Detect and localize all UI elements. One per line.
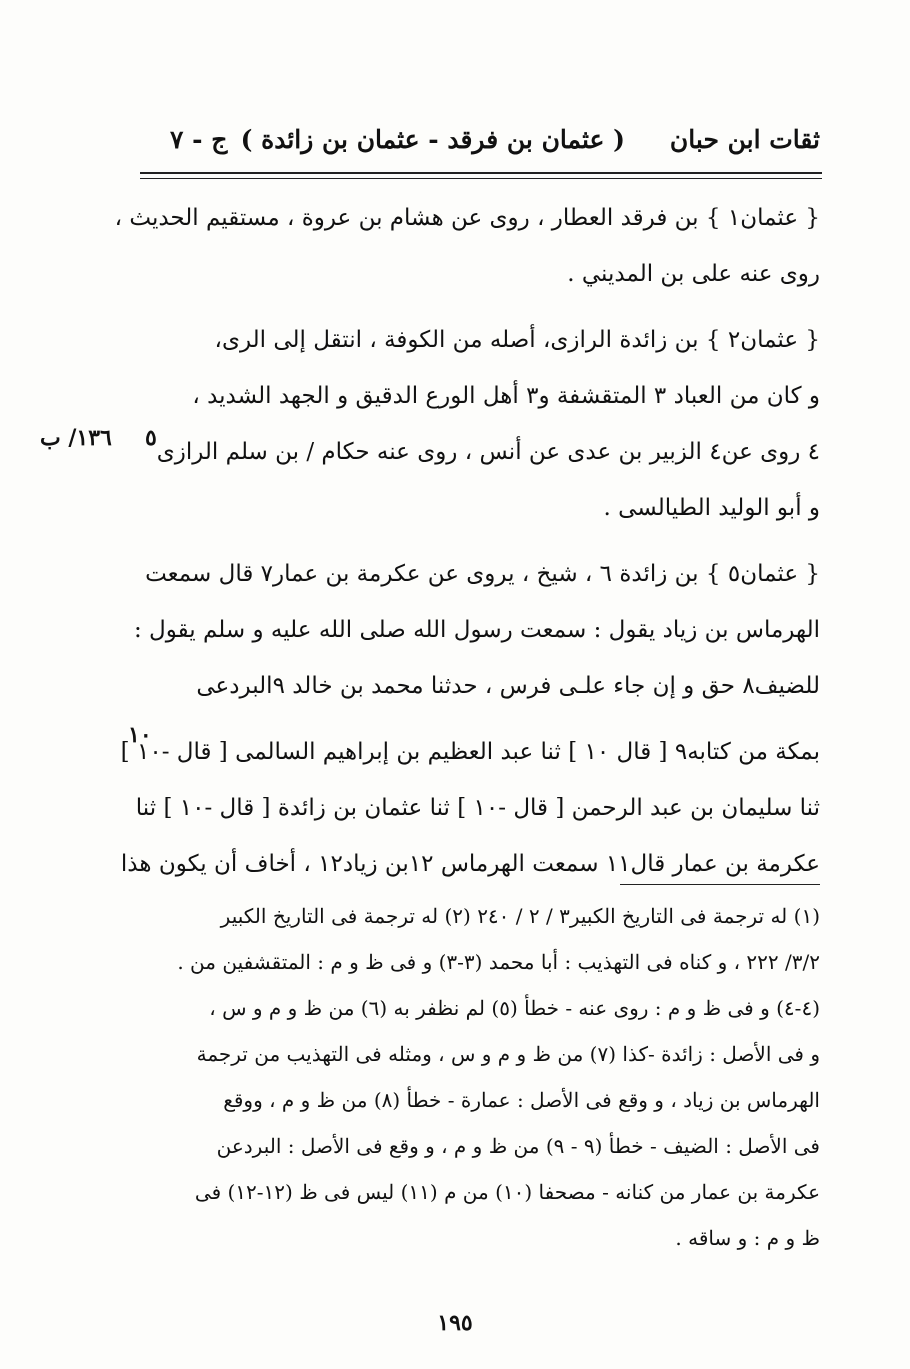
footnote-line: عكرمة بن عمار من كنانه - مصحفا (١٠) من م (١١) ليس فى ظ (١٢-١٢) فى	[194, 1180, 820, 1204]
main-text	[114, 190, 820, 892]
footnote-line: ٣/٢/ ٢٢٢ ، و كناه فى التهذيب : أبا محمد (٣-٣) و فى ظ و م : المتقشفين من .	[177, 950, 820, 974]
text-line: روى عنه على بن المديني .	[567, 261, 820, 287]
text-line: ٤ روى عن٤ الزبير بن عدى عن أنس ، روى عنه حكام / بن سلم الرازى	[156, 439, 820, 465]
text-line: و أبو الوليد الطيالسى .	[603, 495, 820, 521]
footnote-line: ظ و م : و ساقه .	[675, 1226, 820, 1250]
text-line: ثنا سليمان بن عبد الرحمن [ قال -١٠ ] ثنا عثمان بن زائدة [ قال -١٠ ] ثنا	[135, 795, 820, 821]
text-line: { عثمان١ } بن فرقد العطار ، روى عن هشام بن عروة ، مستقيم الحديث ،	[114, 205, 820, 231]
header-rule-double	[140, 178, 822, 179]
folio-marker: ١٣٦/ ب	[40, 425, 112, 451]
volume-number: ج - ٧	[170, 125, 228, 154]
footnote-line: (٤-٤) و فى ظ و م : روى عنه - خطأ (٥) لم نظفر به (٦) من ظ و م و س ،	[209, 996, 820, 1020]
text-line: و كان من العباد ٣ المتقشفة و٣ أهل الورع الدقيق و الجهد الشديد ،	[192, 383, 820, 409]
footnote-line: فى الأصل : الضيف - خطأ (٩ - ٩) من ظ و م ، و وقع فى الأصل : البردعن	[216, 1134, 820, 1158]
header-rule	[140, 172, 822, 174]
section-title: ( عثمان بن فرقد - عثمان بن زائدة )	[240, 125, 625, 154]
page-number: ١٩٥	[437, 1310, 473, 1336]
running-header	[140, 125, 820, 165]
footnote-line: (١) له ترجمة فى التاريخ الكبير٣ / ٢ / ٢٤٠ (٢) له ترجمة فى التاريخ الكبير	[220, 904, 820, 928]
footnotes	[150, 893, 820, 1261]
line-number: ٥	[145, 425, 157, 451]
text-line: { عثمان٢ } بن زائدة الرازى، أصله من الكوفة ، انتقل إلى الرى،	[214, 327, 820, 353]
footnote-line: و فى الأصل : زائدة -كذا (٧) من ظ و م و س ، ومثله فى التهذيب من ترجمة	[196, 1042, 820, 1066]
text-line: الهرماس بن زياد يقول : سمعت رسول الله صلى الله عليه و سلم يقول :	[133, 617, 820, 643]
line-number: ١٠	[128, 722, 152, 748]
footnote-rule	[620, 884, 820, 885]
text-line: للضيف٨ حق و إن جاء علـى فرس ، حدثنا محمد بن خالد ٩البردعى	[196, 673, 820, 699]
text-line: بمكة من كتابه٩ [ قال ١٠ ] ثنا عبد العظيم بن إبراهيم السالمى [ قال -١٠ ]	[120, 739, 820, 765]
book-title: ثقات ابن حبان	[669, 125, 820, 154]
text-line: عكرمة بن عمار قال١١ سمعت الهرماس ١٢بن زياد١٢ ، أخاف أن يكون هذا	[120, 851, 820, 877]
footnote-line: الهرماس بن زياد ، و وقع فى الأصل : عمارة - خطأ (٨) من ظ و م ، ووقع	[223, 1088, 820, 1112]
text-line: { عثمان٥ } بن زائدة ٦ ، شيخ ، يروى عن عكرمة بن عمار٧ قال سمعت	[145, 561, 820, 587]
